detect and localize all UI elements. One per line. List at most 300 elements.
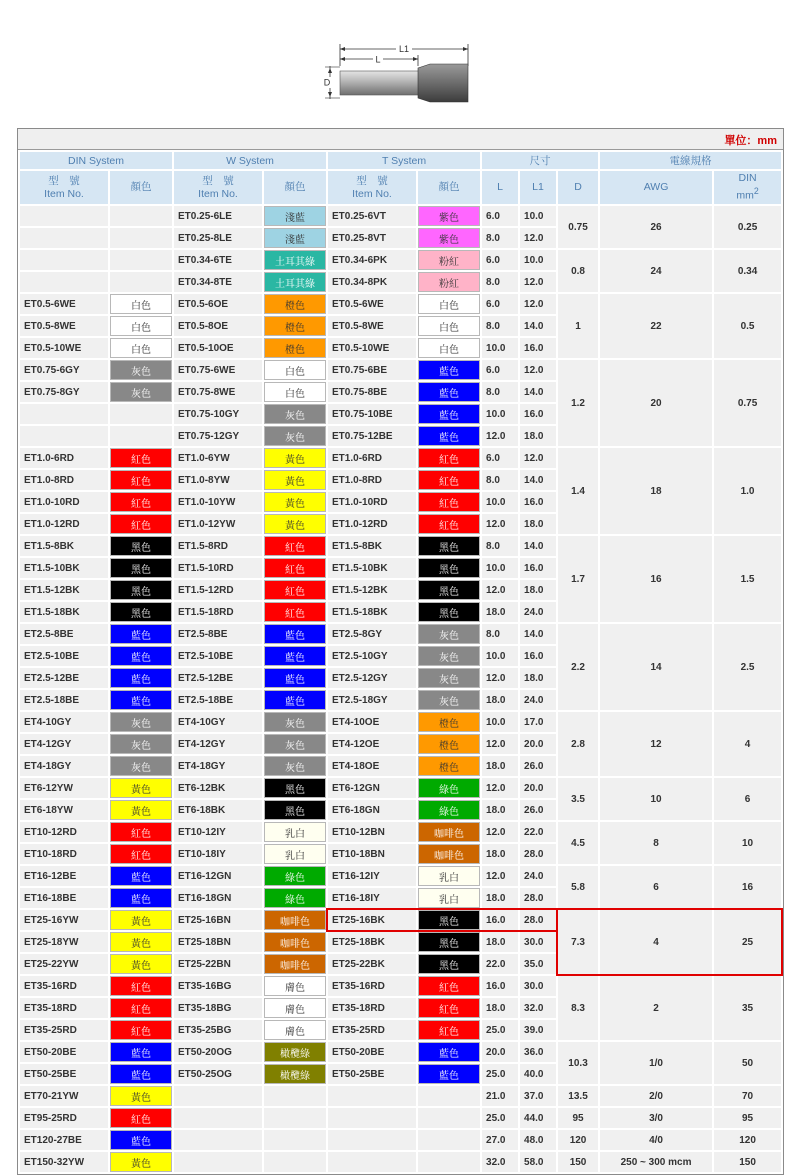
t-item-cell: ET25-18BK	[328, 932, 416, 952]
ferrule-dimension-diagram	[310, 38, 490, 108]
din-item-cell: ET1.0-12RD	[20, 514, 108, 534]
w-item-cell: ET6-18BK	[174, 800, 262, 820]
w-color-cell: 橙色	[264, 338, 326, 358]
din-mm2-cell: 35	[714, 976, 781, 1040]
din-color-cell: 紅色	[110, 976, 172, 996]
w-color-cell: 膚色	[264, 1020, 326, 1040]
w-item-cell: ET10-18IY	[174, 844, 262, 864]
l-cell: 25.0	[482, 1020, 518, 1040]
l-cell: 18.0	[482, 756, 518, 776]
w-item-cell: ET4-18GY	[174, 756, 262, 776]
w-color-cell: 黃色	[264, 492, 326, 512]
l-cell: 12.0	[482, 866, 518, 886]
l-cell: 16.0	[482, 910, 518, 930]
l1-cell: 36.0	[520, 1042, 556, 1062]
dimensions-header: 尺寸	[482, 152, 598, 169]
t-color-cell: 粉紅	[418, 250, 480, 270]
w-item-cell: ET1.0-10YW	[174, 492, 262, 512]
t-item-cell: ET0.5-10WE	[328, 338, 416, 358]
awg-cell: 8	[600, 822, 712, 864]
w-item-cell	[174, 1108, 262, 1128]
table-row	[20, 536, 781, 556]
din-system-header: DIN System	[20, 152, 172, 169]
din-item-cell: ET0.5-10WE	[20, 338, 108, 358]
l1-cell: 40.0	[520, 1064, 556, 1084]
l-cell: 18.0	[482, 888, 518, 908]
d-cell: 10.3	[558, 1042, 598, 1084]
l-cell: 10.0	[482, 558, 518, 578]
l-header: L	[482, 171, 518, 204]
w-item-cell: ET35-18BG	[174, 998, 262, 1018]
t-color-cell: 紅色	[418, 1020, 480, 1040]
l-cell: 12.0	[482, 778, 518, 798]
din-mm2-cell: 50	[714, 1042, 781, 1084]
t-item-cell: ET1.5-8BK	[328, 536, 416, 556]
din-mm2-cell: 2.5	[714, 624, 781, 710]
w-color-cell: 咖啡色	[264, 910, 326, 930]
w-item-cell: ET1.5-10RD	[174, 558, 262, 578]
w-item-cell	[174, 1152, 262, 1172]
din-color-cell: 白色	[110, 294, 172, 314]
table-row	[20, 250, 781, 270]
w-item-cell: ET10-12IY	[174, 822, 262, 842]
din-item-cell: ET25-16YW	[20, 910, 108, 930]
t-item-cell: ET0.34-6PK	[328, 250, 416, 270]
table-row	[20, 976, 781, 996]
w-item-cell: ET0.5-6OE	[174, 294, 262, 314]
l-cell: 6.0	[482, 206, 518, 226]
d-cell: 5.8	[558, 866, 598, 908]
w-color-cell	[264, 1086, 326, 1106]
l-cell: 12.0	[482, 580, 518, 600]
d-cell: 150	[558, 1152, 598, 1172]
ferrule-drawing	[310, 38, 490, 108]
w-item-cell	[174, 1086, 262, 1106]
t-color-header: 顏色	[418, 171, 480, 204]
l1-cell: 16.0	[520, 558, 556, 578]
l-cell: 18.0	[482, 932, 518, 952]
din-item-cell: ET35-25RD	[20, 1020, 108, 1040]
awg-cell: 18	[600, 448, 712, 534]
w-item-cell: ET50-20OG	[174, 1042, 262, 1062]
din-mm2-cell: 0.25	[714, 206, 781, 248]
t-color-cell: 藍色	[418, 426, 480, 446]
din-color-cell	[110, 404, 172, 424]
din-item-cell: ET16-12BE	[20, 866, 108, 886]
din-item-cell: ET1.0-8RD	[20, 470, 108, 490]
l1-cell: 39.0	[520, 1020, 556, 1040]
t-color-cell: 藍色	[418, 404, 480, 424]
t-item-cell: ET2.5-10GY	[328, 646, 416, 666]
l-cell: 18.0	[482, 844, 518, 864]
t-item-cell: ET0.34-8PK	[328, 272, 416, 292]
w-item-cell: ET2.5-18BE	[174, 690, 262, 710]
l-cell: 8.0	[482, 470, 518, 490]
awg-cell: 12	[600, 712, 712, 776]
t-item-cell: ET2.5-18GY	[328, 690, 416, 710]
awg-cell: 26	[600, 206, 712, 248]
table-row	[20, 1042, 781, 1062]
w-item-cell: ET25-16BN	[174, 910, 262, 930]
t-color-cell: 橙色	[418, 712, 480, 732]
din-color-cell: 藍色	[110, 690, 172, 710]
t-color-cell: 白色	[418, 316, 480, 336]
t-color-cell: 白色	[418, 338, 480, 358]
w-item-cell: ET0.75-6WE	[174, 360, 262, 380]
table-row	[20, 360, 781, 380]
t-color-cell: 紅色	[418, 470, 480, 490]
w-color-cell: 橙色	[264, 294, 326, 314]
l-cell: 8.0	[482, 624, 518, 644]
d-cell: 2.8	[558, 712, 598, 776]
table-row	[20, 866, 781, 886]
l1-cell: 24.0	[520, 690, 556, 710]
t-color-cell: 紅色	[418, 998, 480, 1018]
l1-cell: 12.0	[520, 294, 556, 314]
w-item-cell: ET2.5-12BE	[174, 668, 262, 688]
w-item-cell: ET25-18BN	[174, 932, 262, 952]
l-cell: 10.0	[482, 646, 518, 666]
l-label: L	[375, 54, 381, 65]
t-color-cell: 紫色	[418, 228, 480, 248]
t-item-cell: ET0.5-6WE	[328, 294, 416, 314]
din-color-cell: 黃色	[110, 778, 172, 798]
awg-cell: 250 ~ 300 mcm	[600, 1152, 712, 1172]
w-color-cell	[264, 1152, 326, 1172]
l-cell: 18.0	[482, 602, 518, 622]
w-item-cell: ET0.75-10GY	[174, 404, 262, 424]
l1-cell: 12.0	[520, 272, 556, 292]
t-color-cell: 紅色	[418, 976, 480, 996]
din-item-cell	[20, 250, 108, 270]
w-item-cell: ET1.0-8YW	[174, 470, 262, 490]
l1-cell: 28.0	[520, 888, 556, 908]
t-item-cell: ET10-12BN	[328, 822, 416, 842]
t-item-cell: ET1.5-10BK	[328, 558, 416, 578]
din-color-cell: 藍色	[110, 866, 172, 886]
w-item-cell: ET1.0-6YW	[174, 448, 262, 468]
w-color-cell: 藍色	[264, 690, 326, 710]
w-color-cell: 咖啡色	[264, 932, 326, 952]
l-cell: 32.0	[482, 1152, 518, 1172]
t-color-cell	[418, 1130, 480, 1150]
din-item-cell: ET25-18YW	[20, 932, 108, 952]
ferrule-spec-table	[17, 128, 784, 1175]
w-color-cell: 紅色	[264, 558, 326, 578]
din-color-cell	[110, 272, 172, 292]
l-cell: 6.0	[482, 448, 518, 468]
t-color-cell	[418, 1086, 480, 1106]
din-item-cell	[20, 426, 108, 446]
din-header-sup: 2	[753, 186, 759, 197]
t-item-cell: ET50-25BE	[328, 1064, 416, 1084]
l-cell: 20.0	[482, 1042, 518, 1062]
din-color-cell: 紅色	[110, 1020, 172, 1040]
t-color-cell: 粉紅	[418, 272, 480, 292]
din-color-cell: 灰色	[110, 382, 172, 402]
din-color-cell: 紅色	[110, 470, 172, 490]
l-cell: 12.0	[482, 734, 518, 754]
d-cell: 1.7	[558, 536, 598, 622]
t-item-cell: ET6-18GN	[328, 800, 416, 820]
t-color-cell: 黑色	[418, 932, 480, 952]
t-color-cell: 紅色	[418, 492, 480, 512]
l-cell: 21.0	[482, 1086, 518, 1106]
w-item-cell: ET0.25-6LE	[174, 206, 262, 226]
t-color-cell: 白色	[418, 294, 480, 314]
t-color-cell: 黑色	[418, 954, 480, 974]
table-row	[20, 1152, 781, 1172]
l1-cell: 16.0	[520, 338, 556, 358]
din-color-cell: 白色	[110, 316, 172, 336]
w-item-cell: ET35-25BG	[174, 1020, 262, 1040]
spec-rows	[20, 206, 781, 1172]
l1-cell: 17.0	[520, 712, 556, 732]
w-item-cell: ET0.25-8LE	[174, 228, 262, 248]
din-item-cell: ET150-32YW	[20, 1152, 108, 1172]
din-item-cell	[20, 272, 108, 292]
t-color-cell: 灰色	[418, 690, 480, 710]
l1-cell: 18.0	[520, 514, 556, 534]
din-color-cell: 藍色	[110, 1042, 172, 1062]
wire-spec-header: 電線規格	[600, 152, 781, 169]
l1-cell: 26.0	[520, 800, 556, 820]
t-item-cell: ET1.0-6RD	[328, 448, 416, 468]
w-item-cell: ET0.75-8WE	[174, 382, 262, 402]
w-color-cell: 橙色	[264, 316, 326, 336]
l1-cell: 12.0	[520, 448, 556, 468]
din-item-cell: ET2.5-18BE	[20, 690, 108, 710]
l1-cell: 26.0	[520, 756, 556, 776]
w-color-cell: 橄欖綠	[264, 1064, 326, 1084]
din-mm2-cell: 1.0	[714, 448, 781, 534]
t-item-cell: ET1.0-10RD	[328, 492, 416, 512]
din-color-cell: 黃色	[110, 1086, 172, 1106]
w-color-cell: 乳白	[264, 822, 326, 842]
l1-cell: 18.0	[520, 580, 556, 600]
awg-cell: 2	[600, 976, 712, 1040]
din-item-cell: ET0.5-8WE	[20, 316, 108, 336]
w-color-cell	[264, 1130, 326, 1150]
w-system-header: W System	[174, 152, 326, 169]
w-item-cell	[174, 1130, 262, 1150]
t-color-cell: 黑色	[418, 580, 480, 600]
awg-cell: 3/0	[600, 1108, 712, 1128]
t-item-cell: ET0.75-8BE	[328, 382, 416, 402]
unit-label: 單位：mm	[724, 135, 777, 147]
d-header: D	[558, 171, 598, 204]
din-item-cell	[20, 206, 108, 226]
din-mm2-cell: 25	[714, 910, 781, 974]
w-color-cell: 乳白	[264, 844, 326, 864]
t-item-cell: ET10-18BN	[328, 844, 416, 864]
din-mm2-cell: 120	[714, 1130, 781, 1150]
din-mm2-cell: 1.5	[714, 536, 781, 622]
d-cell: 95	[558, 1108, 598, 1128]
t-color-cell: 灰色	[418, 624, 480, 644]
din-item-cell: ET25-22YW	[20, 954, 108, 974]
din-color-cell: 黑色	[110, 536, 172, 556]
din-color-header: 顏色	[110, 171, 172, 204]
din-color-cell: 紅色	[110, 1108, 172, 1128]
t-color-cell: 黑色	[418, 558, 480, 578]
t-item-cell: ET1.0-12RD	[328, 514, 416, 534]
l1-cell: 14.0	[520, 624, 556, 644]
w-color-cell: 紅色	[264, 602, 326, 622]
din-color-cell: 紅色	[110, 998, 172, 1018]
l1-cell: 12.0	[520, 360, 556, 380]
l1-cell: 14.0	[520, 470, 556, 490]
din-item-cell: ET0.75-6GY	[20, 360, 108, 380]
model-header-line1: 型 號	[356, 174, 388, 187]
din-item-cell: ET0.75-8GY	[20, 382, 108, 402]
awg-cell: 2/0	[600, 1086, 712, 1106]
din-color-cell: 藍色	[110, 624, 172, 644]
din-color-cell: 藍色	[110, 668, 172, 688]
l-cell: 22.0	[482, 954, 518, 974]
t-color-cell: 咖啡色	[418, 822, 480, 842]
l-cell: 6.0	[482, 360, 518, 380]
w-color-cell: 膚色	[264, 976, 326, 996]
din-item-cell: ET16-18BE	[20, 888, 108, 908]
din-mm2-cell: 0.34	[714, 250, 781, 292]
w-item-cell: ET2.5-10BE	[174, 646, 262, 666]
din-color-cell	[110, 250, 172, 270]
t-model-header	[328, 171, 416, 204]
l-cell: 8.0	[482, 536, 518, 556]
t-color-cell: 咖啡色	[418, 844, 480, 864]
din-mm2-cell: 0.75	[714, 360, 781, 446]
din-mm2-cell: 95	[714, 1108, 781, 1128]
d-label: D	[323, 77, 331, 88]
din-item-cell: ET2.5-12BE	[20, 668, 108, 688]
din-item-cell: ET1.0-6RD	[20, 448, 108, 468]
din-color-cell: 藍色	[110, 1130, 172, 1150]
t-item-cell: ET16-18IY	[328, 888, 416, 908]
din-item-cell: ET1.5-12BK	[20, 580, 108, 600]
table-row	[20, 778, 781, 798]
w-item-cell: ET0.5-8OE	[174, 316, 262, 336]
model-header-line2: Item No.	[198, 187, 238, 200]
w-item-cell: ET50-25OG	[174, 1064, 262, 1084]
w-item-cell: ET0.34-8TE	[174, 272, 262, 292]
awg-cell: 16	[600, 536, 712, 622]
din-color-cell: 灰色	[110, 756, 172, 776]
w-color-cell: 藍色	[264, 646, 326, 666]
din-mm2-cell: 16	[714, 866, 781, 908]
t-color-cell: 橙色	[418, 734, 480, 754]
l-cell: 18.0	[482, 998, 518, 1018]
l1-cell: 58.0	[520, 1152, 556, 1172]
w-color-cell: 灰色	[264, 756, 326, 776]
t-item-cell	[328, 1108, 416, 1128]
l1-label: L1	[398, 44, 410, 54]
l-cell: 12.0	[482, 514, 518, 534]
w-color-cell: 藍色	[264, 624, 326, 644]
din-color-cell	[110, 206, 172, 226]
l1-cell: 22.0	[520, 822, 556, 842]
din-item-cell: ET1.5-18BK	[20, 602, 108, 622]
din-color-cell: 黃色	[110, 910, 172, 930]
w-item-cell: ET0.5-10OE	[174, 338, 262, 358]
l1-cell: 35.0	[520, 954, 556, 974]
d-cell: 120	[558, 1130, 598, 1150]
din-color-cell: 紅色	[110, 448, 172, 468]
t-item-cell: ET35-16RD	[328, 976, 416, 996]
l-cell: 10.0	[482, 404, 518, 424]
l-cell: 12.0	[482, 822, 518, 842]
din-item-cell: ET4-10GY	[20, 712, 108, 732]
l-cell: 8.0	[482, 316, 518, 336]
awg-cell: 1/0	[600, 1042, 712, 1084]
model-header-line1: 型 號	[202, 174, 234, 187]
header-row-columns	[20, 171, 781, 204]
din-mm2-cell: 6	[714, 778, 781, 820]
l-cell: 10.0	[482, 712, 518, 732]
d-cell: 0.8	[558, 250, 598, 292]
t-item-cell: ET0.75-10BE	[328, 404, 416, 424]
t-item-cell: ET25-16BK	[328, 910, 416, 930]
din-item-cell: ET0.5-6WE	[20, 294, 108, 314]
table-row	[20, 712, 781, 732]
d-cell: 8.3	[558, 976, 598, 1040]
l1-cell: 28.0	[520, 910, 556, 930]
t-color-cell: 藍色	[418, 1042, 480, 1062]
t-color-cell: 黑色	[418, 910, 480, 930]
t-item-cell: ET0.5-8WE	[328, 316, 416, 336]
w-color-cell: 黃色	[264, 448, 326, 468]
din-color-cell: 黃色	[110, 954, 172, 974]
t-item-cell	[328, 1086, 416, 1106]
t-color-cell: 藍色	[418, 382, 480, 402]
awg-cell: 14	[600, 624, 712, 710]
w-item-cell: ET4-12GY	[174, 734, 262, 754]
l1-cell: 18.0	[520, 426, 556, 446]
w-color-cell	[264, 1108, 326, 1128]
w-item-cell: ET16-12GN	[174, 866, 262, 886]
t-item-cell: ET50-20BE	[328, 1042, 416, 1062]
awg-cell: 4	[600, 910, 712, 974]
din-item-cell: ET10-12RD	[20, 822, 108, 842]
din-item-cell: ET35-16RD	[20, 976, 108, 996]
awg-cell: 24	[600, 250, 712, 292]
din-header-line2: mm	[736, 189, 754, 202]
w-color-cell: 綠色	[264, 866, 326, 886]
din-item-cell: ET2.5-10BE	[20, 646, 108, 666]
table-row	[20, 624, 781, 644]
din-item-cell: ET1.5-8BK	[20, 536, 108, 556]
w-color-cell: 膚色	[264, 998, 326, 1018]
w-item-cell: ET1.5-8RD	[174, 536, 262, 556]
header-row-systems	[20, 152, 781, 169]
t-color-cell: 綠色	[418, 778, 480, 798]
l-cell: 27.0	[482, 1130, 518, 1150]
t-item-cell: ET0.25-8VT	[328, 228, 416, 248]
w-color-cell: 藍色	[264, 668, 326, 688]
din-item-cell: ET4-12GY	[20, 734, 108, 754]
din-color-cell: 黑色	[110, 602, 172, 622]
din-model-header	[20, 171, 108, 204]
din-item-cell: ET2.5-8BE	[20, 624, 108, 644]
l1-cell: 37.0	[520, 1086, 556, 1106]
t-item-cell: ET0.75-12BE	[328, 426, 416, 446]
l1-cell: 10.0	[520, 206, 556, 226]
l1-cell: 30.0	[520, 976, 556, 996]
din-mm2-cell: 4	[714, 712, 781, 776]
l-cell: 6.0	[482, 250, 518, 270]
t-color-cell: 乳白	[418, 888, 480, 908]
t-item-cell: ET0.75-6BE	[328, 360, 416, 380]
